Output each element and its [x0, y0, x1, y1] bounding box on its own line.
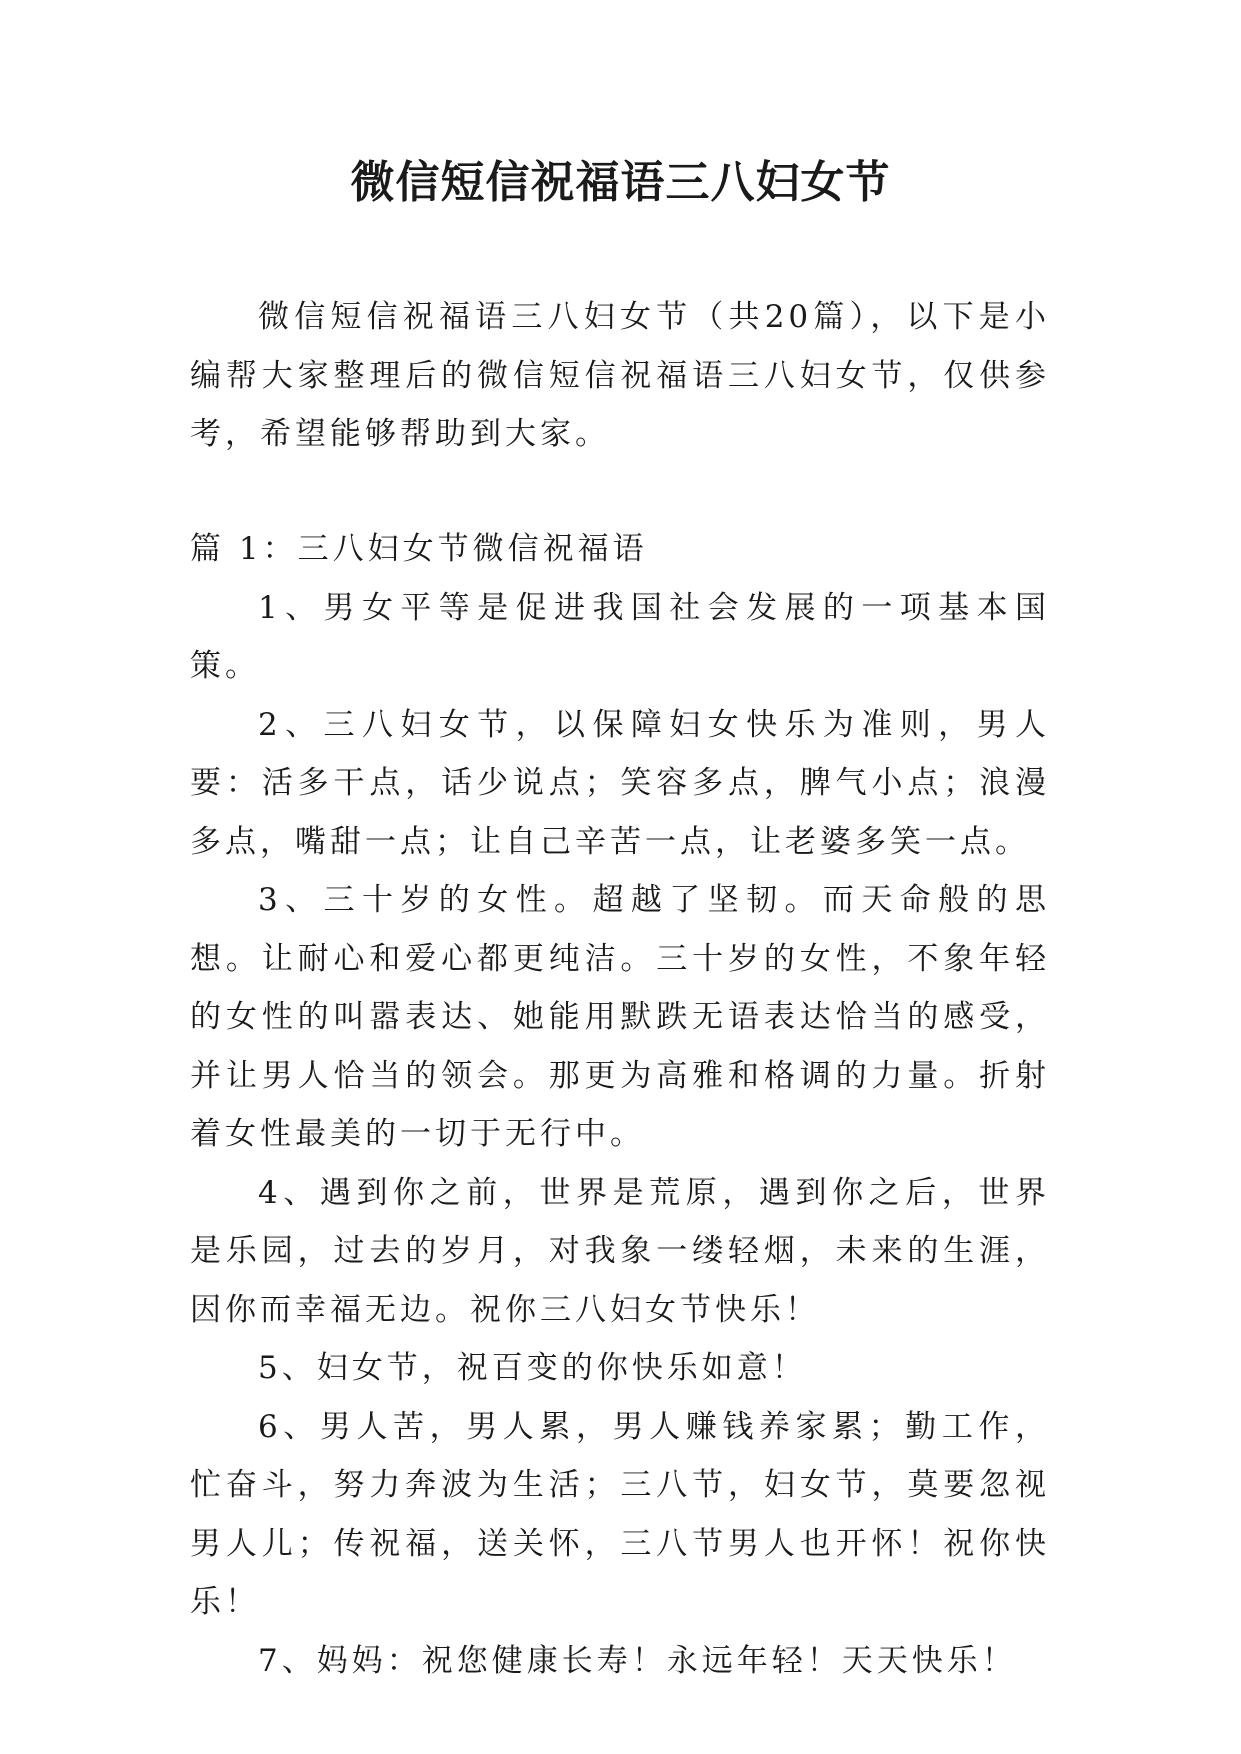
- list-item: 4、遇到你之前，世界是荒原，遇到你之后，世界是乐园，过去的岁月，对我象一缕轻烟，未来的生涯，因你而幸福无边。祝你三八妇女节快乐！: [190, 1174, 1050, 1328]
- list-item: 1、男女平等是促进我国社会发展的一项基本国策。: [190, 589, 1050, 684]
- intro-paragraph: 微信短信祝福语三八妇女节（共20篇），以下是小编帮大家整理后的微信短信祝福语三八妇女节，仅供参考，希望能够帮助到大家。: [190, 299, 1050, 452]
- document-title: 微信短信祝福语三八妇女节: [350, 157, 891, 208]
- section-1: [190, 520, 1050, 1690]
- section-heading: 篇 1：三八妇女节微信祝福语: [190, 531, 648, 567]
- list-item: 5、妇女节，祝百变的你快乐如意！: [258, 1350, 807, 1386]
- list-item: 3、三十岁的女性。超越了坚韧。而天命般的思想。让耐心和爱心都更纯洁。三十岁的女性，不象年轻的女性的叫嚣表达、她能用默跌无语表达恰当的感受，并让男人恰当的领会。那更为高雅和格调的力量。折射着女性最美的一切于无行中。: [190, 882, 1050, 1152]
- list-item: 6、男人苦，男人累，男人赚钱养家累；勤工作，忙奋斗，努力奔波为生活；三八节，妇女节，莫要忽视男人儿；传祝福，送关怀，三八节男人也开怀！祝你快乐！: [190, 1408, 1050, 1620]
- list-item: 2、三八妇女节，以保障妇女快乐为准则，男人要：活多干点，话少说点；笑容多点，脾气小点；浪漫多点，嘴甜一点；让自己辛苦一点，让老婆多笑一点。: [190, 706, 1050, 860]
- list-item: 7、妈妈：祝您健康长寿！永远年轻！天天快乐！: [258, 1642, 1017, 1679]
